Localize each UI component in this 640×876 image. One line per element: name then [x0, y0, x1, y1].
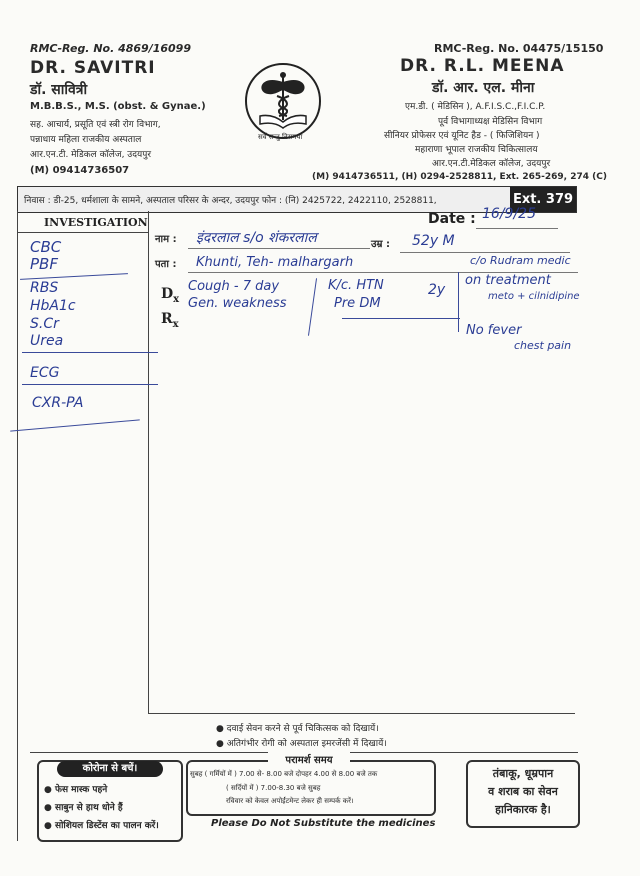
- pen-rule: [10, 419, 140, 431]
- pen-rule: [20, 273, 128, 280]
- extension-number: Ext. 379: [510, 187, 576, 212]
- timing-line-2: ( सर्दियों में ) 7.00-8.30 बजे सुबह: [226, 784, 321, 792]
- caduceus-logo: [244, 62, 322, 140]
- left-doctor-name: DR. SAVITRI: [30, 58, 156, 78]
- logo-caption: सर्वे सन्तु निरामया: [258, 133, 303, 141]
- timing-line-3: रविवार को केवल अपोईंटमेन्ट लेकर ही सम्पर्क करें।: [226, 797, 354, 805]
- notes-top-rule: [148, 713, 575, 714]
- name-label: नाम :: [155, 234, 177, 245]
- right-designation-2: सीनियर प्रोफेसर एवं यूनिट हैड - ( फिजिशियन ): [384, 131, 540, 141]
- note-emergency: ● अतिगंभीर रोगी को अस्पताल इमरजेंसी में दिखायें।: [216, 739, 387, 749]
- left-designation-2: पन्नाधाय महिला राजकीय अस्पताल: [30, 135, 142, 145]
- age-label: उम्र :: [371, 239, 390, 250]
- right-degrees: एम.डी. ( मेडिसिन ), A.F.I.S.C.,F.I.C.P.: [405, 102, 546, 112]
- left-designation-1: सह. आचार्य, प्रसूति एवं स्त्री रोग विभाग,: [30, 120, 161, 130]
- address-text: निवास : डी-25, धर्मशाला के सामने, अस्पताल परिसर के अन्दर, उदयपुर फोन : (नि) 2425722, 2422110, 2528811,: [24, 196, 437, 206]
- note-consult: ● दवाई सेवन करने से पूर्व चिकित्सक को दिखायें।: [216, 724, 379, 734]
- pen-rule: [342, 318, 460, 319]
- left-doctor-name-hindi: डॉ. सावित्री: [30, 82, 88, 98]
- complaint-cough: Cough - 7 day: [188, 279, 280, 294]
- address-label: पता :: [155, 259, 177, 270]
- right-doctor-name-hindi: डॉ. आर. एल. मीना: [432, 80, 535, 96]
- prescription-symbol: $R_x$: [161, 311, 179, 330]
- complaint-weakness: Gen. weakness: [188, 296, 287, 311]
- patient-age-sex: 52y M: [412, 233, 455, 249]
- investigation-item: RBS: [30, 280, 59, 296]
- history-duration: 2y: [428, 282, 446, 298]
- corona-item-mask: ● फेस मास्क पहने: [44, 785, 108, 795]
- corona-title: कोरोना से बचें।: [57, 761, 163, 777]
- left-degrees: M.B.B.S., M.S. (obst. & Gynae.): [30, 101, 206, 112]
- investigation-header-rule: [17, 232, 148, 233]
- corona-item-wash: ● साबुन से हाथ धोने हैं: [44, 803, 123, 813]
- pen-rule: [22, 352, 158, 353]
- tobacco-line-3: हानिकारक है।: [495, 803, 551, 816]
- patient-name: इंदरलाल s/o शंकरलाल: [196, 230, 317, 246]
- treatment-note: on treatment: [465, 273, 551, 288]
- investigation-item: Urea: [30, 333, 64, 349]
- name-line: [188, 248, 370, 249]
- patient-address: Khunti, Teh- malhargarh: [196, 255, 354, 270]
- tobacco-line-2: व शराब का सेवन: [488, 785, 558, 798]
- investigation-column-divider: [148, 211, 149, 713]
- left-designation-3: आर.एन.टी. मेडिकल कॉलेज, उदयपुर: [30, 150, 152, 160]
- pen-divider: [458, 272, 459, 332]
- right-phones: (M) 9414736511, (H) 0294-2528811, Ext. 265-269, 274 (C): [312, 172, 607, 182]
- care-of-note: c/o Rudram medic: [470, 254, 571, 267]
- investigation-item: PBF: [30, 255, 58, 273]
- investigation-item: CXR-PA: [32, 395, 84, 411]
- left-mobile: (M) 09414736507: [30, 165, 130, 176]
- left-reg-number: RMC-Reg. No. 4869/16099: [30, 42, 191, 55]
- right-designation-4: आर.एन.टी.मेडिकल कॉलेज, उदयपुर: [432, 159, 551, 169]
- tobacco-line-1: तंबाकू, धूम्रपान: [492, 767, 554, 780]
- date-label: Date :: [428, 211, 476, 227]
- investigation-item: HbA1c: [30, 298, 76, 314]
- timing-line-1: सुबह ( गर्मियों में ) 7.00 से- 8.00 बजे दोपहर 4.00 से 8.00 बजे तक: [190, 770, 378, 778]
- corona-item-distance: ● सोशियल डिस्टेंस का पालन करें।: [44, 821, 159, 831]
- date-line: [476, 228, 558, 229]
- visit-date: 16/9/25: [482, 206, 536, 222]
- negative-fever: No fever: [466, 323, 522, 338]
- pen-rule: [22, 384, 158, 385]
- right-designation-1: पूर्व विभागाध्यक्ष मेडिसिन विभाग: [438, 117, 543, 127]
- negative-chest-pain: chest pain: [514, 339, 572, 352]
- age-line: [400, 252, 570, 253]
- investigation-item: S.Cr: [30, 316, 59, 332]
- history-htn: K/c. HTN: [328, 278, 384, 293]
- diagnosis-symbol: $D_x$: [161, 286, 180, 305]
- pen-divider: [308, 278, 317, 336]
- right-designation-3: महाराणा भूपाल राजकीय चिकित्सालय: [415, 145, 538, 155]
- timing-title: परामर्श समय: [268, 752, 350, 766]
- form-border-left: [17, 211, 18, 841]
- history-prediabetes: Pre DM: [334, 296, 381, 311]
- investigation-item: ECG: [30, 365, 60, 381]
- treatment-drugs: meto + cilnidipine: [488, 291, 580, 302]
- investigation-heading: INVESTIGATION: [44, 216, 148, 229]
- right-reg-number: RMC-Reg. No. 04475/15150: [434, 42, 604, 55]
- investigation-item: CBC: [30, 238, 62, 256]
- no-substitute-notice: Please Do Not Substitute the medicines: [211, 818, 436, 829]
- right-doctor-name: DR. R.L. MEENA: [400, 56, 565, 76]
